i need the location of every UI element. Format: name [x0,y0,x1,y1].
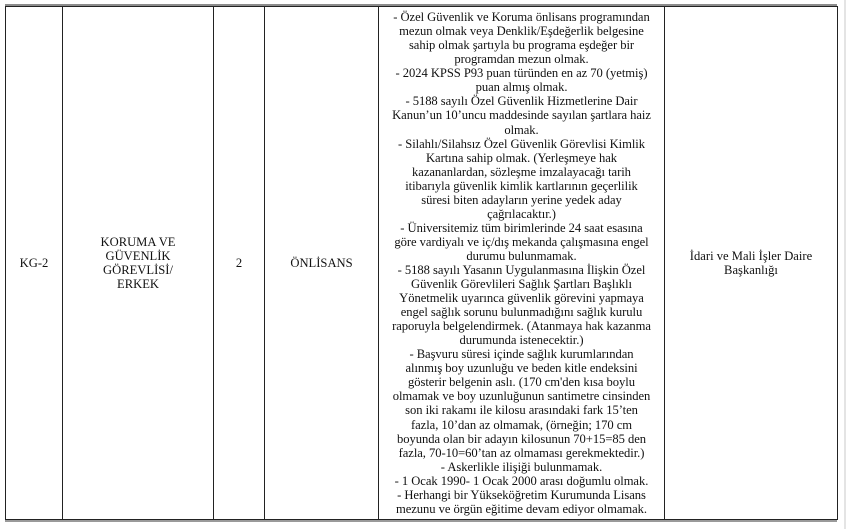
position-title [101,235,176,291]
department-line: İdari ve Mali İşler Daire [689,249,813,263]
requirement-line: Kanun’un 10’uncu maddesinde sayılan şartlara haiz [392,108,651,123]
department-cell [665,7,838,520]
requirement-line: fazla, 10’dan az olmamak, (örneğin; 170 cm [410,417,632,432]
position-title-cell [63,7,214,520]
department [690,249,812,277]
requirement-line: - Silahlı/Silahsız Özel Güvenlik Görevlisi Kimlik [398,136,645,151]
position-code: KG-2 [19,256,49,270]
requirement-line: alınmış boy uzunluğu ve beden kitle endeksini [405,361,638,376]
requirement-line: raporuyla belgelendirmek. (Atanmaya hak kazanma [392,319,651,334]
requirement-line: kazananlardan, sözleşme imzalayacağı tarih [412,164,631,179]
requirement-line: durumunda istenecektir.) [459,333,584,348]
requirement-line: - Askerlikle ilişiği bulunmamak. [440,459,603,474]
requirements-cell [379,7,665,520]
requirement-line: fazla, 70-10=60’tan az olmaması gerekmektedir.) [398,445,645,460]
requirement-line: Güvenlik Görevlileri Sağlık Şartları Başlıklı [411,277,632,292]
requirement-line: sahip olmak şartıyla bu programa eşdeğer bir [408,38,635,53]
requirement-line: itibarıyla güvenlik kimlik kartlarının geçerlilik [405,178,638,193]
requirement-line: son iki rakamı ile kilosu arasındaki fark 15’ten [405,403,638,418]
requirement-line: gösterir belgenin aslı. (170 cm'den kısa boylu [408,375,635,390]
requirement-line: - 5188 sayılı Özel Güvenlik Hizmetlerine Dair [405,94,638,109]
position-count-cell [214,7,265,520]
position-code-cell [6,7,63,520]
requirement-line: - Özel Güvenlik ve Koruma önlisans programından [393,10,650,25]
position-title-line: ERKEK [117,277,159,291]
position-table [5,6,838,520]
requirement-line: mezunu ve örgün eğitime devam ediyor olmamak. [395,501,648,516]
requirement-line: çağrılacaktır.) [487,206,556,221]
requirement-line: Kartına sahip olmak. (Yerleşmeye hak [425,150,618,165]
requirement-line: - Üniversitemiz tüm birimlerinde 24 saat esasına [400,220,643,235]
requirement-line: - 1 Ocak 1990- 1 Ocak 2000 arası doğumlu olmak. [394,473,649,488]
requirement-line: mezun olmak veya Denklik/Eşdeğerlik belgesine [399,24,644,39]
education-level: ÖNLİSANS [290,256,353,270]
requirements-list [379,10,664,516]
requirement-line: - 5188 sayılı Yasanın Uygulanmasına İlişkin Özel [397,263,646,277]
requirement-line: olmamak ve boy uzunluğunun santimetre cinsinden [392,389,651,404]
requirement-line: durumu bulunmamak. [466,248,577,263]
department-line: Başkanlığı [724,263,778,277]
requirement-line: programdan mezun olmak. [454,52,589,67]
requirement-line: olmak. [504,122,539,137]
requirement-line: - Herhangi bir Yükseköğretim Kurumunda Lisans [397,487,646,502]
position-title-line: GÜVENLİK [105,249,171,263]
requirement-line: göre vardiyalı ve iç/dış mekanda çalışmasına engel [394,234,649,249]
table-bottom-rule [5,520,837,522]
table-row [6,7,838,520]
position-title-line: KORUMA VE [100,235,176,249]
requirement-line: - Başvuru süresi içinde sağlık kurumlarından [409,347,634,362]
requirement-line: süresi biten adayların yerine yedek aday [421,192,622,207]
requirement-line: puan almış olmak. [475,80,568,95]
requirement-line: Yönetmelik uyarınca güvenlik görevini yapmaya [399,291,644,306]
requirement-line: boyunda olan bir adayın kilosunun 70+15=85 den [396,431,647,446]
position-count: 2 [235,256,243,270]
requirement-line: - 2024 KPSS P93 puan türünden en az 70 (yetmiş) [395,66,648,81]
requirement-line: engel sağlık sorunu bulunmadığını sağlık kurulu [400,305,643,320]
education-level-cell [265,7,379,520]
position-title-line: GÖREVLİSİ/ [103,263,173,277]
